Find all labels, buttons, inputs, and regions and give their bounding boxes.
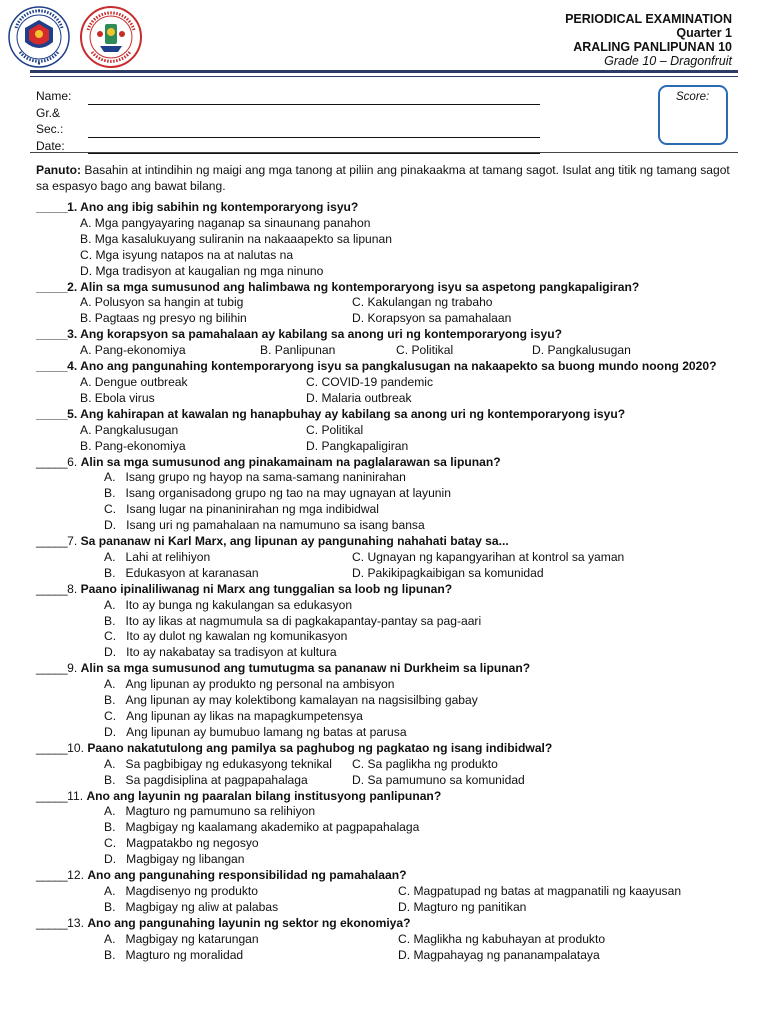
option-c: C. Ugnayan ng kapangyarihan at kontrol sa yaman bbox=[352, 549, 625, 564]
options bbox=[36, 804, 736, 868]
option-b: B. Panlipunan bbox=[260, 343, 336, 358]
question-stem bbox=[36, 868, 736, 884]
question-text: Ang korapsyon sa pamahalaan ay kabilang sa anong uri ng kontemporaryong isyu? bbox=[80, 327, 563, 342]
option-c: C. Isang lugar na pinaninirahan ng mga indibidwal bbox=[104, 502, 379, 517]
directions-text: Basahin at intindihin ng maigi ang mga tanong at piliin ang pinakaakma at tamang sagot. Isulat ang titik ng tamang sagot sa espasyo bago ang bawat bilang. bbox=[36, 163, 730, 193]
option-b: B. Mga kasalukuyang suliranin na nakaaapekto sa lipunan bbox=[80, 231, 392, 246]
option-d: D. Magpahayag ng pananampalataya bbox=[398, 947, 600, 962]
date-label: Date: bbox=[36, 138, 65, 153]
page-header bbox=[0, 0, 768, 74]
exam-title-block bbox=[565, 12, 732, 68]
question-stem bbox=[36, 327, 736, 343]
question-stem bbox=[36, 741, 736, 757]
option-b: B. Sa pagdisiplina at pagpapahalaga bbox=[104, 772, 308, 787]
question-text: Ano ang layunin ng paaralan bilang institusyong panlipunan? bbox=[86, 788, 442, 803]
question-1 bbox=[36, 200, 736, 280]
question-text: Paano ipinaliliwanag ni Marx ang tunggalian sa loob ng lipunan? bbox=[80, 581, 453, 596]
question-text: Alin sa mga sumusunod ang tumutugma sa pananaw ni Durkheim sa lipunan? bbox=[80, 661, 531, 676]
question-number: 9. bbox=[67, 661, 78, 676]
question-stem bbox=[36, 359, 736, 375]
quarter: Quarter 1 bbox=[676, 26, 732, 40]
question-text: Ano ang ibig sabihin ng kontemporaryong isyu? bbox=[80, 200, 359, 214]
answer-blank[interactable]: _____ bbox=[36, 279, 68, 294]
name-label: Name: bbox=[36, 89, 72, 103]
question-text: Ano ang pangunahing layunin ng sektor ng ekonomiya? bbox=[87, 915, 411, 930]
option-d: D. Mga tradisyon at kaugalian ng mga ninuno bbox=[80, 263, 324, 278]
question-stem bbox=[36, 789, 736, 805]
question-number: 3. bbox=[67, 327, 78, 342]
option-a: A. Magdisenyo ng produkto bbox=[104, 883, 258, 898]
option-c: C. COVID-19 pandemic bbox=[306, 374, 434, 389]
option-b: B. Magturo ng moralidad bbox=[104, 947, 244, 962]
option-b: B. Isang organisadong grupo ng tao na may ugnayan at layunin bbox=[104, 486, 451, 501]
student-info bbox=[36, 88, 540, 154]
answer-blank[interactable]: _____ bbox=[36, 406, 68, 421]
option-a: A. Pangkalusugan bbox=[80, 422, 179, 437]
option-b: B. Ebola virus bbox=[80, 390, 155, 405]
option-d: D. Ito ay nakabatay sa tradisyon at kultura bbox=[104, 645, 337, 660]
option-b: B. Ang lipunan ay may kolektibong kamalayan na nagsisilbing gabay bbox=[104, 693, 478, 708]
option-a: A. Magbigay ng katarungan bbox=[104, 931, 259, 946]
question-stem bbox=[36, 407, 736, 423]
answer-blank[interactable]: _____ bbox=[36, 740, 68, 755]
options bbox=[36, 423, 736, 455]
option-c: C. Magpatakbo ng negosyo bbox=[104, 836, 259, 851]
options bbox=[36, 216, 736, 280]
options bbox=[36, 295, 736, 327]
question-stem bbox=[36, 200, 736, 216]
option-b: B. Pang-ekonomiya bbox=[80, 438, 186, 453]
option-d: D. Pangkapaligiran bbox=[306, 438, 409, 453]
options bbox=[36, 677, 736, 741]
option-a: A. Pang-ekonomiya bbox=[80, 343, 186, 358]
header-rule-thin bbox=[30, 76, 738, 77]
option-a: A. Ito ay bunga ng kakulangan sa edukasyon bbox=[104, 597, 353, 612]
option-b: B. Magbigay ng aliw at palabas bbox=[104, 899, 279, 914]
question-11 bbox=[36, 789, 736, 869]
option-c: C. Ang lipunan ay likas na mapagkumpetensya bbox=[104, 709, 363, 723]
options bbox=[36, 757, 736, 789]
question-text: Alin sa mga sumusunod ang pinakamainam na paglalarawan sa lipunan? bbox=[80, 454, 501, 469]
school-seal-icon bbox=[80, 6, 142, 68]
option-b: B. Ito ay likas at nagmumula sa di pagkakapantay-pantay sa pag-aari bbox=[104, 613, 482, 628]
question-2 bbox=[36, 280, 736, 328]
option-a: A. Ang lipunan ay produkto ng personal na ambisyon bbox=[104, 677, 395, 692]
info-rule bbox=[30, 152, 738, 153]
question-text: Ano ang pangunahing responsibilidad ng pamahalaan? bbox=[87, 868, 407, 883]
question-stem bbox=[36, 455, 736, 471]
question-5 bbox=[36, 407, 736, 455]
option-a: A. Mga pangyayaring naganap sa sinaunang panahon bbox=[80, 215, 371, 230]
question-text: Paano nakatutulong ang pamilya sa paghubog ng pagkatao ng isang indibidwal? bbox=[87, 740, 553, 755]
option-d: D. Pangkalusugan bbox=[532, 343, 631, 358]
question-stem bbox=[36, 534, 736, 550]
question-12 bbox=[36, 868, 736, 916]
question-number: 4. bbox=[67, 359, 78, 374]
question-text: Ano ang pangunahing kontemporaryong isyu sa pangkalusugan na nakaapekto sa buong mundo noong 2020? bbox=[80, 359, 717, 374]
options bbox=[36, 375, 736, 407]
question-number: 10. bbox=[67, 740, 84, 755]
question-number: 6. bbox=[67, 454, 78, 469]
header-rule bbox=[30, 70, 738, 73]
option-b: B. Edukasyon at karanasan bbox=[104, 565, 259, 580]
question-number: 8. bbox=[67, 581, 78, 596]
score-box[interactable] bbox=[658, 85, 728, 145]
question-stem bbox=[36, 661, 736, 677]
answer-blank[interactable]: _____ bbox=[36, 327, 68, 342]
answer-blank[interactable]: _____ bbox=[36, 454, 68, 469]
answer-blank[interactable]: _____ bbox=[36, 868, 68, 883]
question-number: 1. bbox=[67, 200, 78, 214]
subject: ARALING PANLIPUNAN 10 bbox=[573, 40, 732, 54]
answer-blank[interactable]: _____ bbox=[36, 534, 68, 549]
grsec-label: Gr.& Sec.: bbox=[36, 105, 64, 136]
question-10 bbox=[36, 741, 736, 789]
score-label: Score: bbox=[676, 91, 710, 103]
option-b: B. Magbigay ng kaalamang akademiko at pagpapahalaga bbox=[104, 820, 420, 835]
option-d: D. Magbigay ng libangan bbox=[104, 852, 245, 867]
option-d: D. Malaria outbreak bbox=[306, 390, 412, 405]
option-a: A. Magturo ng pamumuno sa relihiyon bbox=[104, 804, 316, 819]
options bbox=[36, 598, 736, 662]
option-d: D. Isang uri ng pamahalaan na namumuno sa isang bansa bbox=[104, 518, 425, 533]
grsec-field[interactable] bbox=[88, 124, 540, 138]
answer-blank[interactable]: _____ bbox=[36, 915, 68, 930]
question-text: Alin sa mga sumusunod ang halimbawa ng kontemporaryong isyu sa aspetong pangkapaligiran? bbox=[80, 279, 640, 294]
option-c: C. Kakulangan ng trabaho bbox=[352, 295, 493, 310]
question-stem bbox=[36, 582, 736, 598]
question-text: Sa pananaw ni Karl Marx, ang lipunan ay pangunahing nahahati batay sa... bbox=[80, 534, 509, 549]
options bbox=[36, 470, 736, 534]
question-8 bbox=[36, 582, 736, 662]
option-c: C. Politikal bbox=[306, 422, 364, 437]
option-a: A. Dengue outbreak bbox=[80, 374, 188, 389]
directions bbox=[36, 162, 736, 194]
name-row bbox=[36, 88, 540, 105]
name-field[interactable] bbox=[88, 91, 540, 105]
options bbox=[36, 884, 736, 916]
option-d: D. Korapsyon sa pamahalaan bbox=[352, 311, 512, 326]
question-stem bbox=[36, 916, 736, 932]
option-c: C. Mga isyung natapos na at nalutas na bbox=[80, 247, 294, 262]
option-c: C. Politikal bbox=[396, 343, 454, 358]
question-number: 2. bbox=[67, 279, 78, 294]
answer-blank[interactable]: _____ bbox=[36, 661, 68, 676]
question-number: 5. bbox=[67, 406, 78, 421]
question-text: Ang kahirapan at kawalan ng hanapbuhay ay kabilang sa anong uri ng kontemporaryong isyu? bbox=[80, 406, 626, 421]
question-stem bbox=[36, 280, 736, 296]
grade-section: Grade 10 – Dragonfruit bbox=[604, 54, 732, 68]
question-number: 13. bbox=[67, 915, 84, 930]
option-c: C. Ito ay dulot ng kawalan ng komunikasyon bbox=[104, 629, 348, 644]
option-a: A. Polusyon sa hangin at tubig bbox=[80, 295, 244, 310]
question-3 bbox=[36, 327, 736, 359]
option-c: C. Sa paglikha ng produkto bbox=[352, 756, 498, 771]
directions-label: Panuto: bbox=[36, 163, 82, 177]
exam-title: PERIODICAL EXAMINATION bbox=[565, 12, 732, 26]
option-d: D. Pakikipagkaibigan sa komunidad bbox=[352, 565, 544, 580]
option-c: C. Magpatupad ng batas at magpanatili ng kaayusan bbox=[398, 883, 682, 898]
option-a: A. Sa pagbibigay ng edukasyong teknikal bbox=[104, 756, 332, 771]
answer-blank[interactable]: _____ bbox=[36, 581, 68, 596]
question-6 bbox=[36, 455, 736, 535]
question-4 bbox=[36, 359, 736, 407]
options bbox=[36, 343, 736, 359]
question-number: 12. bbox=[67, 868, 84, 883]
options bbox=[36, 932, 736, 964]
question-7 bbox=[36, 534, 736, 582]
deped-seal-icon bbox=[8, 6, 70, 68]
exam-content bbox=[36, 162, 736, 964]
question-13 bbox=[36, 916, 736, 964]
options bbox=[36, 550, 736, 582]
option-a: A. Isang grupo ng hayop na sama-samang naninirahan bbox=[104, 470, 406, 485]
grsec-row bbox=[36, 105, 540, 138]
question-number: 11. bbox=[67, 788, 84, 803]
option-d: D. Ang lipunan ay bumubuo lamang ng batas at parusa bbox=[104, 724, 407, 739]
option-d: D. Magturo ng panitikan bbox=[398, 899, 527, 914]
answer-blank[interactable]: _____ bbox=[36, 359, 68, 374]
option-a: A. Lahi at relihiyon bbox=[104, 549, 211, 564]
option-b: B. Pagtaas ng presyo ng bilihin bbox=[80, 311, 247, 326]
question-9 bbox=[36, 661, 736, 741]
option-c: C. Maglikha ng kabuhayan at produkto bbox=[398, 931, 606, 946]
answer-blank[interactable]: _____ bbox=[36, 788, 68, 803]
question-number: 7. bbox=[67, 534, 78, 549]
answer-blank[interactable]: _____ bbox=[36, 200, 68, 214]
option-d: D. Sa pamumuno sa komunidad bbox=[352, 772, 525, 787]
